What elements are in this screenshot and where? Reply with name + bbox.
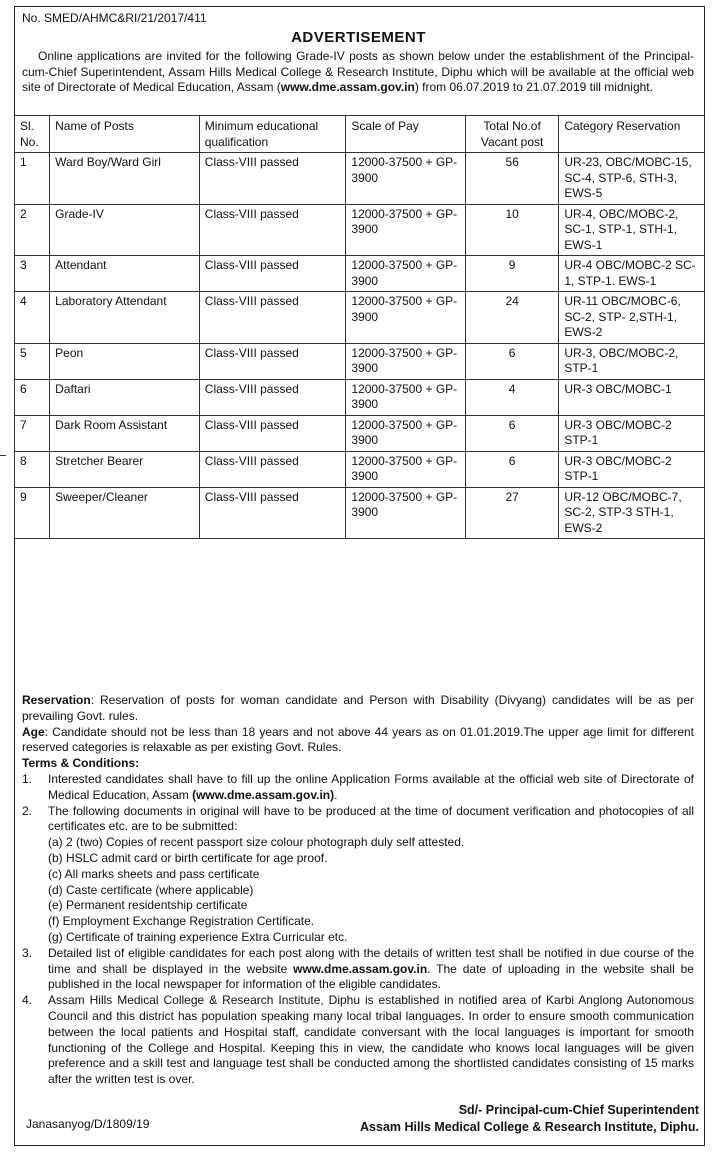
cell-scale-of-pay: 12000-37500 + GP-3900 <box>346 153 466 205</box>
table-row <box>15 415 705 451</box>
cell-category-reservation: UR-3 OBC/MOBC-1 <box>559 379 705 415</box>
reference-number: No. SMED/AHMC&RI/21/2017/411 <box>22 11 207 25</box>
term-2 <box>22 804 694 836</box>
table-row <box>15 292 705 344</box>
intro-paragraph <box>22 49 694 96</box>
cell-qualification: Class-VIII passed <box>199 292 346 344</box>
cell-sl-no: 1 <box>15 153 50 205</box>
table-row <box>15 487 705 539</box>
document-item: (c) All marks sheets and pass certificate <box>48 866 260 881</box>
reservation-note <box>22 693 694 725</box>
cell-sl-no: 9 <box>15 487 50 539</box>
intro-website: www.dme.assam.gov.in <box>280 80 415 94</box>
term-number: 4. <box>22 993 33 1008</box>
cell-qualification: Class-VIII passed <box>199 451 346 487</box>
margin-tick <box>0 455 6 456</box>
cell-category-reservation: UR-11 OBC/MOBC-6, SC-2, STP- 2,STH-1, EWS-2 <box>559 292 705 344</box>
term-text: Interested candidates shall have to fill up the online Application Forms available at the official web site of Directorate of Medical Education, Assam <box>48 771 694 802</box>
cell-category-reservation: UR-23, OBC/MOBC-15, SC-4, STP-6, STH-3, EWS-5 <box>559 153 705 205</box>
cell-scale-of-pay: 12000-37500 + GP-3900 <box>346 292 466 344</box>
cell-scale-of-pay: 12000-37500 + GP-3900 <box>346 451 466 487</box>
signature-block <box>360 1102 699 1136</box>
cell-vacant-posts: 9 <box>465 256 558 292</box>
signature-line-2: Assam Hills Medical College & Research Institute, Diphu. <box>360 1120 699 1134</box>
cell-post-name: Grade-IV <box>50 204 200 256</box>
age-label: Age <box>22 724 45 739</box>
cell-category-reservation: UR-3, OBC/MOBC-2, STP-1 <box>559 343 705 379</box>
cell-vacant-posts: 27 <box>465 487 558 539</box>
cell-post-name: Peon <box>50 343 200 379</box>
document-item: (e) Permanent residentship certificate <box>48 898 248 913</box>
document-item: (a) 2 (two) Copies of recent passport size colour photograph duly self attested. <box>48 835 465 850</box>
header-sl-no: Sl. No. <box>15 116 50 153</box>
cell-scale-of-pay: 12000-37500 + GP-3900 <box>346 343 466 379</box>
term-number: 2. <box>22 803 33 818</box>
cell-post-name: Attendant <box>50 256 200 292</box>
reservation-label: Reservation <box>22 693 91 707</box>
cell-post-name: Daftari <box>50 379 200 415</box>
cell-vacant-posts: 4 <box>465 379 558 415</box>
cell-vacant-posts: 10 <box>465 204 558 256</box>
page-title: ADVERTISEMENT <box>291 29 426 46</box>
cell-qualification: Class-VIII passed <box>199 343 346 379</box>
table-row <box>15 343 705 379</box>
header-qualification: Minimum educational qualification <box>199 116 346 153</box>
header-scale-of-pay: Scale of Pay <box>346 116 466 153</box>
cell-qualification: Class-VIII passed <box>199 256 346 292</box>
cell-vacant-posts: 6 <box>465 451 558 487</box>
cell-scale-of-pay: 12000-37500 + GP-3900 <box>346 256 466 292</box>
term-text: Assam Hills Medical College & Research Institute, Diphu is established in notified area of Karbi Anglong Autonomous Council and this district has population speaking many local tribal languages. In order to ensure smooth communication between the local patients and Hospital staff, candidate conversant with the local languages is important for smooth functioning of the College and Hospital. Keeping this in view, the candidate who knows local languages will be given preference and a skill test and language test shall be conducted among the shortlisted candidates consisting of 15 marks after the written test is over. <box>48 993 694 1087</box>
age-note <box>22 725 694 757</box>
document-item: (d) Caste certificate (where applicable) <box>48 882 254 897</box>
document-list <box>22 835 694 946</box>
term-website: (www.dme.assam.gov.in) <box>192 787 335 802</box>
cell-vacant-posts: 6 <box>465 415 558 451</box>
table-row <box>15 153 705 205</box>
cell-scale-of-pay: 12000-37500 + GP-3900 <box>346 415 466 451</box>
cell-scale-of-pay: 12000-37500 + GP-3900 <box>346 379 466 415</box>
cell-post-name: Sweeper/Cleaner <box>50 487 200 539</box>
cell-qualification: Class-VIII passed <box>199 153 346 205</box>
cell-category-reservation: UR-4, OBC/MOBC-2, SC-1, STP-1, STH-1, EWS-1 <box>559 204 705 256</box>
table-header-row <box>15 116 705 153</box>
cell-scale-of-pay: 12000-37500 + GP-3900 <box>346 487 466 539</box>
header-category-reservation: Category Reservation <box>559 116 705 153</box>
cell-vacant-posts: 6 <box>465 343 558 379</box>
janasanyog-code: Janasanyog/D/1809/19 <box>26 1117 150 1131</box>
table-row <box>15 379 705 415</box>
cell-sl-no: 4 <box>15 292 50 344</box>
term-4 <box>22 993 694 1088</box>
document-item: (g) Certificate of training experience Extra Curricular etc. <box>48 929 348 944</box>
cell-sl-no: 6 <box>15 379 50 415</box>
cell-post-name: Stretcher Bearer <box>50 451 200 487</box>
cell-category-reservation: UR-4 OBC/MOBC-2 SC-1, STP-1. EWS-1 <box>559 256 705 292</box>
term-number: 1. <box>22 771 33 786</box>
age-text: : Candidate should not be less than 18 years and not above 44 years as on 01.01.2019.The upper age limit for different reserved categories is relaxable as per existing Govt. Rules. <box>22 724 694 755</box>
cell-qualification: Class-VIII passed <box>199 204 346 256</box>
cell-qualification: Class-VIII passed <box>199 379 346 415</box>
term-number: 3. <box>22 945 33 960</box>
cell-sl-no: 2 <box>15 204 50 256</box>
table-row <box>15 256 705 292</box>
term-text: Detailed list of eligible candidates for each post along with the details of written test shall be notified in due course of the time and shall be displayed in the website <box>48 945 694 976</box>
cell-category-reservation: UR-3 OBC/MOBC-2 STP-1 <box>559 451 705 487</box>
cell-sl-no: 3 <box>15 256 50 292</box>
table-row <box>15 204 705 256</box>
cell-category-reservation: UR-3 OBC/MOBC-2 STP-1 <box>559 415 705 451</box>
reservation-text: : Reservation of posts for woman candidate and Person with Disability (Divyang) candidates will be as per prevailing Govt. rules. <box>22 693 694 723</box>
terms-heading: Terms & Conditions: <box>22 756 140 771</box>
term-1: 1. Interested candidates shall have to fill up the online Application Forms available at the official web site of Directorate of Medical Education, Assam (www.dme.assam.gov.in). <box>22 771 694 802</box>
intro-text-after: ) from 06.07.2019 to 21.07.2019 till midnight. <box>414 80 653 94</box>
cell-post-name: Laboratory Attendant <box>50 292 200 344</box>
header-name-of-posts: Name of Posts <box>50 116 200 153</box>
cell-post-name: Ward Boy/Ward Girl <box>50 153 200 205</box>
cell-sl-no: 5 <box>15 343 50 379</box>
header-vacant-posts: Total No.of Vacant post <box>465 116 558 153</box>
cell-qualification: Class-VIII passed <box>199 415 346 451</box>
terms-section <box>22 693 694 1088</box>
cell-vacant-posts: 56 <box>465 153 558 205</box>
cell-category-reservation: UR-12 OBC/MOBC-7, SC-2, STP-3 STH-1, EWS-2 <box>559 487 705 539</box>
intro-text-before: Online applications are invited for the following Grade-IV posts as shown below under the establishment of the Principal-cum-Chief Superintendent, Assam Hills Medical College & Research Institute, Diphu which will be available at the official web site of Directorate of Medical Education, Assam ( <box>22 49 694 94</box>
cell-vacant-posts: 24 <box>465 292 558 344</box>
posts-table <box>14 115 705 539</box>
cell-sl-no: 7 <box>15 415 50 451</box>
signature-line-1: Sd/- Principal-cum-Chief Superintendent <box>458 1103 699 1117</box>
document-item: (b) HSLC admit card or birth certificate for age proof. <box>48 850 328 865</box>
document-item: (f) Employment Exchange Registration Certificate. <box>48 914 315 929</box>
term-3: 3. Detailed list of eligible candidates for each post along with the details of written test shall be notified in due course of the time and shall be displayed in the website www.dme.assam.gov.in. The date of uploading in the website shall be published in the local newspaper for information of the eligible candidates. <box>22 945 694 992</box>
cell-post-name: Dark Room Assistant <box>50 415 200 451</box>
term-website: www.dme.assam.gov.in <box>293 961 428 976</box>
cell-qualification: Class-VIII passed <box>199 487 346 539</box>
table-row <box>15 451 705 487</box>
cell-sl-no: 8 <box>15 451 50 487</box>
cell-scale-of-pay: 12000-37500 + GP-3900 <box>346 204 466 256</box>
term-text: The following documents in original will have to be produced at the time of document verification and photocopies of all certificates etc. are to be submitted: <box>48 803 694 834</box>
